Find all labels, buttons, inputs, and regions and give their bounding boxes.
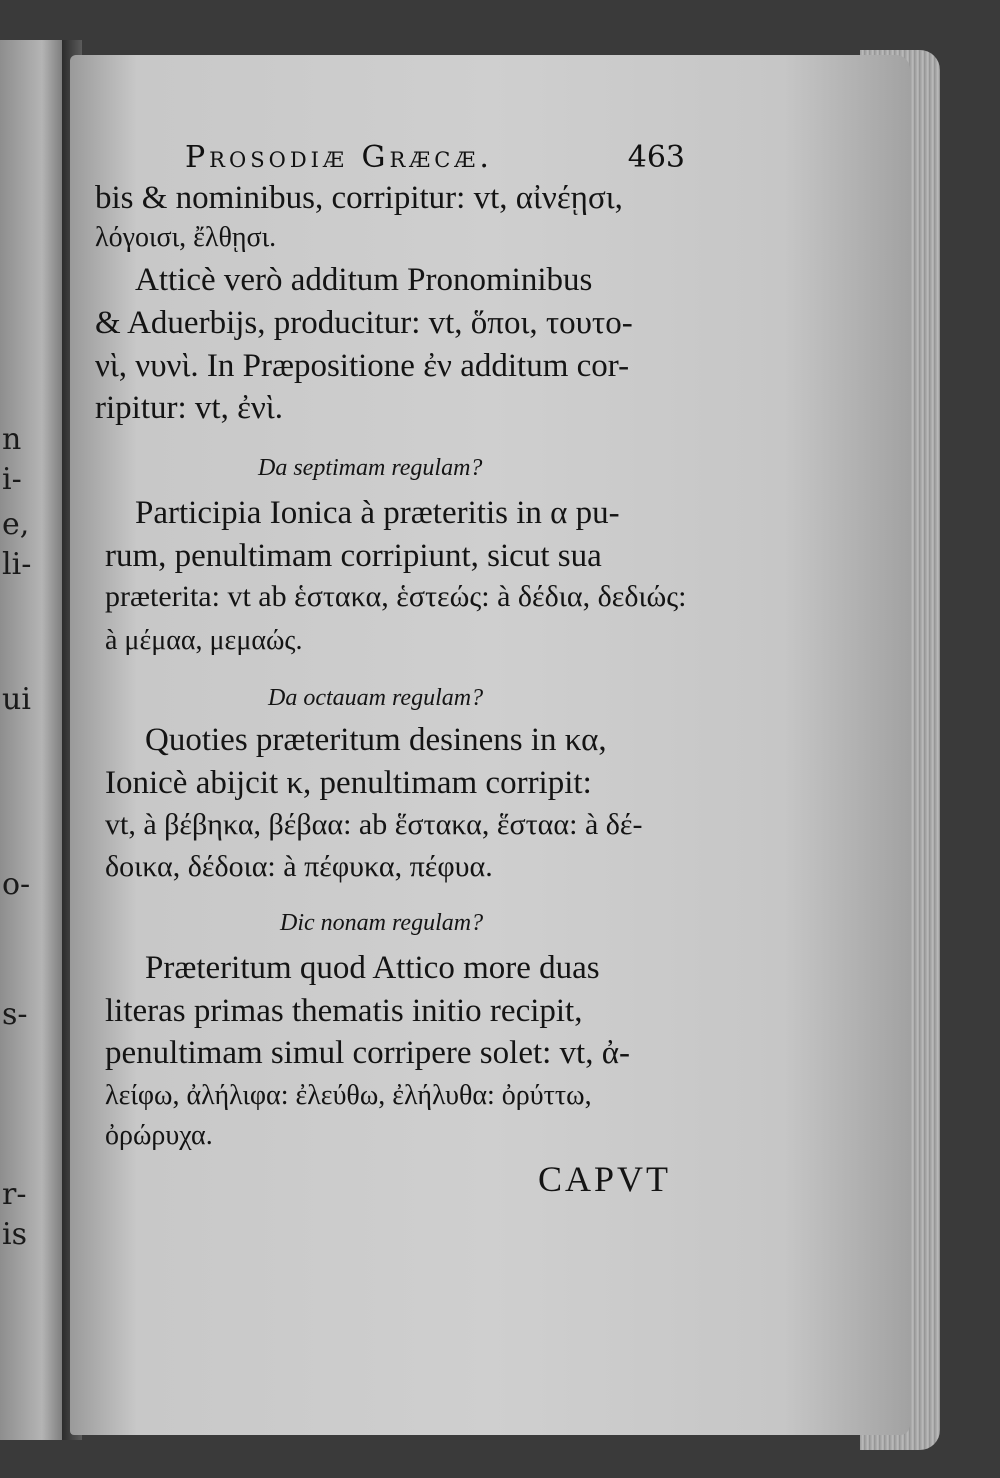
- text-line: νὶ, νυνὶ. In Præpositione ἐν additum cor-: [95, 348, 630, 384]
- text-line: ripitur: vt, ἐνὶ.: [95, 390, 283, 426]
- text-line: præterita: vt ab ἑστακα, ἑστεώς: à δέδια, δεδιώς:: [105, 580, 687, 613]
- text-line: Atticè verò additum Pronominibus: [135, 262, 593, 298]
- left-fragment: r-: [2, 1177, 27, 1212]
- left-fragment: s-: [2, 997, 28, 1032]
- left-fragment: li-: [2, 547, 32, 582]
- text-line: rum, penultimam corripiunt, sicut sua: [105, 538, 602, 574]
- running-title: Prosodiæ Græcæ.: [185, 140, 493, 175]
- text-line: à μέμαα, μεμαώς.: [105, 625, 303, 656]
- text-line: δοικα, δέδοια: à πέφυκα, πέφυα.: [105, 850, 493, 883]
- text-line: Præteritum quod Attico more duas: [145, 950, 600, 986]
- left-fragment: is: [2, 1217, 27, 1252]
- text-line: literas primas thematis initio recipit,: [105, 993, 583, 1029]
- question-heading: Da septimam regulam?: [258, 455, 483, 481]
- question-heading: Da octauam regulam?: [268, 685, 484, 711]
- text-line: penultimam simul corripere solet: vt, ἀ-: [105, 1035, 631, 1071]
- text-line: ὀρώρυχα.: [105, 1120, 213, 1151]
- text-line: Quoties præteritum desinens in κα,: [145, 722, 607, 758]
- text-line: λείφω, ἀλήλιφα: ἐλεύθω, ἐλήλυθα: ὀρύττω,: [105, 1080, 592, 1111]
- catchword: CAPVT: [538, 1159, 672, 1199]
- text-line: Ionicè abijcit κ, penultimam corripit:: [105, 765, 592, 801]
- left-fragment: i-: [2, 462, 22, 497]
- page-number: 463: [627, 140, 685, 175]
- text-line: & Aduerbijs, producitur: vt, ὅποι, τουτο-: [95, 305, 633, 341]
- left-fragment: n: [2, 422, 22, 457]
- left-fragment: ui: [2, 682, 31, 717]
- left-fragment: e,: [2, 507, 30, 542]
- left-page-edge: [0, 40, 70, 1440]
- text-line: λόγοισι, ἔλθῃσι.: [95, 222, 277, 253]
- text-line: bis & nominibus, corripitur: vt, αἰνέῃσι,: [95, 180, 623, 216]
- text-line: Participia Ionica à præteritis in α pu-: [135, 495, 620, 531]
- running-header: [185, 140, 685, 175]
- question-heading: Dic nonam regulam?: [280, 910, 484, 936]
- text-line: vt, à βέβηκα, βέβαα: ab ἕστακα, ἕσταα: à δέ-: [105, 808, 643, 841]
- left-fragment: o-: [2, 867, 31, 902]
